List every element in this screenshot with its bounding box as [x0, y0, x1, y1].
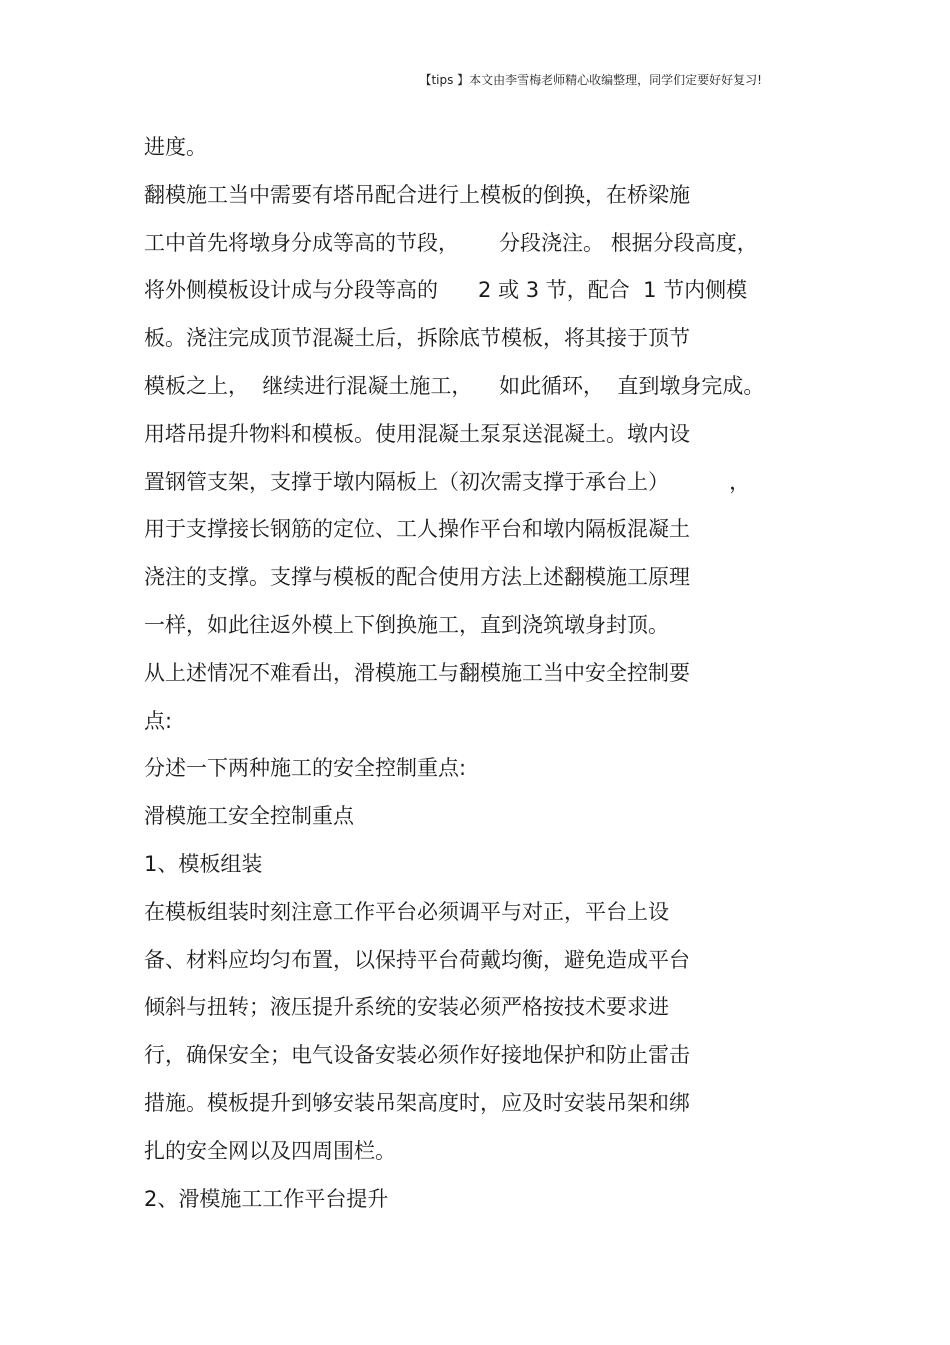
text-line: 倾斜与扭转；液压提升系统的安装必须严格按技术要求进: [144, 995, 669, 1020]
section-heading: 分述一下两种施工的安全控制重点:: [144, 756, 467, 781]
text-line: 置钢管支架，支撑于墩内隔板上（初次需支撑于承台上） ，: [144, 469, 751, 494]
numbered-heading: 2、滑模施工工作平台提升: [144, 1186, 389, 1211]
text-line: 在模板组装时刻注意工作平台必须调平与对正，平台上设: [144, 899, 669, 924]
text-line: 模板之上， 继续进行混凝土施工， 如此循环， 直到墩身完成。: [144, 373, 765, 398]
text-line: 行，确保安全；电气设备安装必须作好接地保护和防止雷击: [144, 1043, 690, 1068]
text-line: 用塔吊提升物料和模板。使用混凝土泵泵送混凝土。墩内设: [144, 421, 690, 446]
numbered-heading: 1、模板组装: [144, 851, 263, 876]
text-line: 扎的安全网以及四周围栏。: [144, 1138, 396, 1163]
text-line: 板。浇注完成顶节混凝土后，拆除底节模板，将其接于顶节: [144, 326, 690, 351]
body-text: [144, 124, 824, 1223]
text-line: 翻模施工当中需要有塔吊配合进行上模板的倒换，在桥梁施: [144, 182, 690, 207]
text-line: 将外侧模板设计成与分段等高的 2 或 3 节，配合 1 节内侧模: [144, 278, 748, 303]
text-line: 一样，如此往返外模上下倒换施工，直到浇筑墩身封顶。: [144, 612, 669, 637]
text-line: 从上述情况不难看出，滑模施工与翻模施工当中安全控制要: [144, 660, 690, 685]
text-line: 浇注的支撑。支撑与模板的配合使用方法上述翻模施工原理: [144, 565, 690, 590]
text-line: 工中首先将墩身分成等高的节段， 分段浇注。 根据分段高度，: [144, 230, 758, 255]
text-line: 备、材料应均匀布置，以保持平台荷戴均衡，避免造成平台: [144, 947, 690, 972]
section-heading: 滑模施工安全控制重点: [144, 804, 354, 829]
text-line: 点:: [144, 708, 173, 733]
page-header: 【tips 】本文由李雪梅老师精心收编整理，同学们定要好好复习!: [419, 73, 762, 87]
text-line: 进度。: [144, 135, 207, 159]
text-line: 措施。模板提升到够安装吊架高度时，应及时安装吊架和绑: [144, 1090, 690, 1115]
text-line: 用于支撑接长钢筋的定位、工人操作平台和墩内隔板混凝土: [144, 517, 690, 542]
